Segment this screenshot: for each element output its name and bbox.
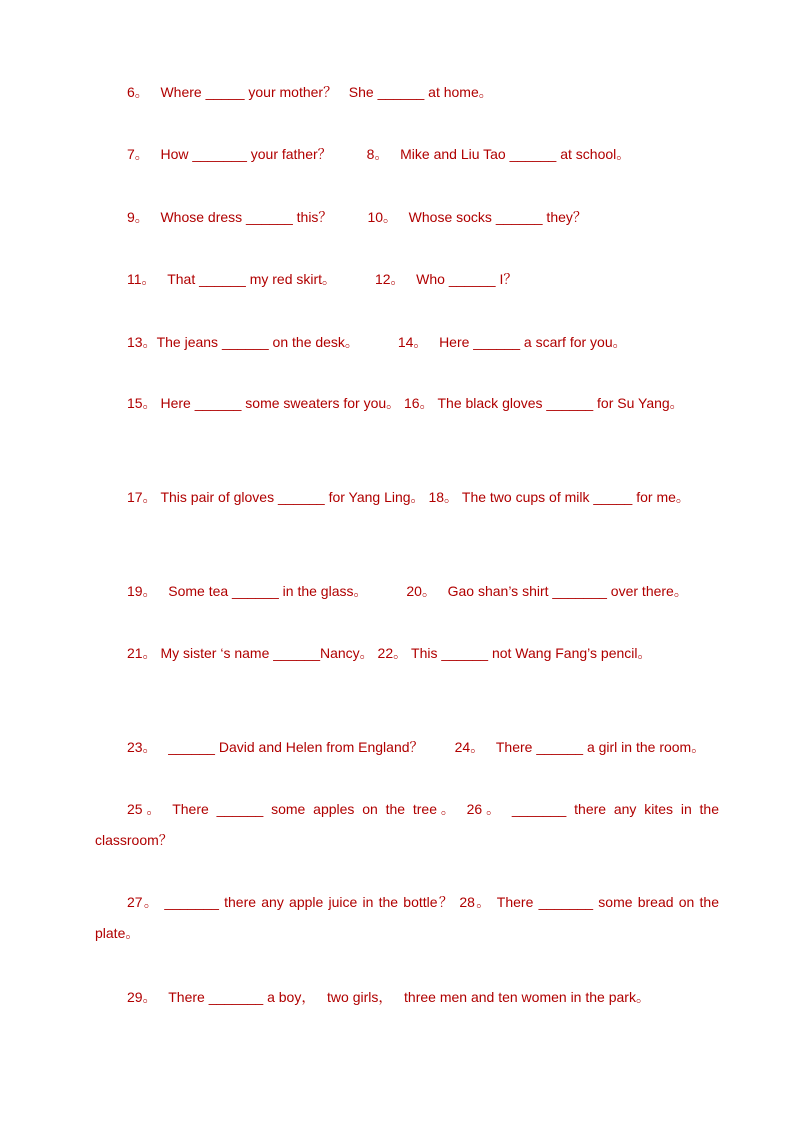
- question-21-22: 21。 My sister ‘s name ______Nancy。 22。 This ______ not Wang Fang’s pencil。: [127, 645, 652, 661]
- question-6: 6。 Where _____ your mother？ She ______ at home。: [127, 84, 493, 100]
- question-17-18: 17。 This pair of gloves ______ for Yang Ling。 18。 The two cups of milk _____ for me。: [127, 489, 690, 505]
- question-11-12: 11。 That ______ my red skirt。 12。 Who ______ I？: [127, 271, 518, 287]
- question-27-28: 27。 _______ there any apple juice in the bottle？ 28。 There _______ some bread on the plate。: [95, 894, 719, 941]
- question-23-24: 23。 ______ David and Helen from England？ 24。 There ______ a girl in the room。: [127, 739, 706, 755]
- question-7-8: 7。 How _______ your father？ 8。 Mike and Liu Tao ______ at school。: [127, 146, 631, 162]
- question-29: 29。 There _______ a boy， two girls， three men and ten women in the park。: [127, 989, 650, 1005]
- question-13-14: 13。The jeans ______ on the desk。 14。 Here ______ a scarf for you。: [127, 334, 627, 350]
- question-9-10: 9。 Whose dress ______ this？ 10。 Whose socks ______ they？: [127, 209, 587, 225]
- question-15-16: 15。 Here ______ some sweaters for you。 16。 The black gloves ______ for Su Yang。: [127, 395, 684, 411]
- question-19-20: 19。 Some tea ______ in the glass。 20。 Gao shan’s shirt _______ over there。: [127, 583, 688, 599]
- question-25-26: 25。 There ______ some apples on the tree。 26。 _______ there any kites in the classroom？: [95, 801, 719, 848]
